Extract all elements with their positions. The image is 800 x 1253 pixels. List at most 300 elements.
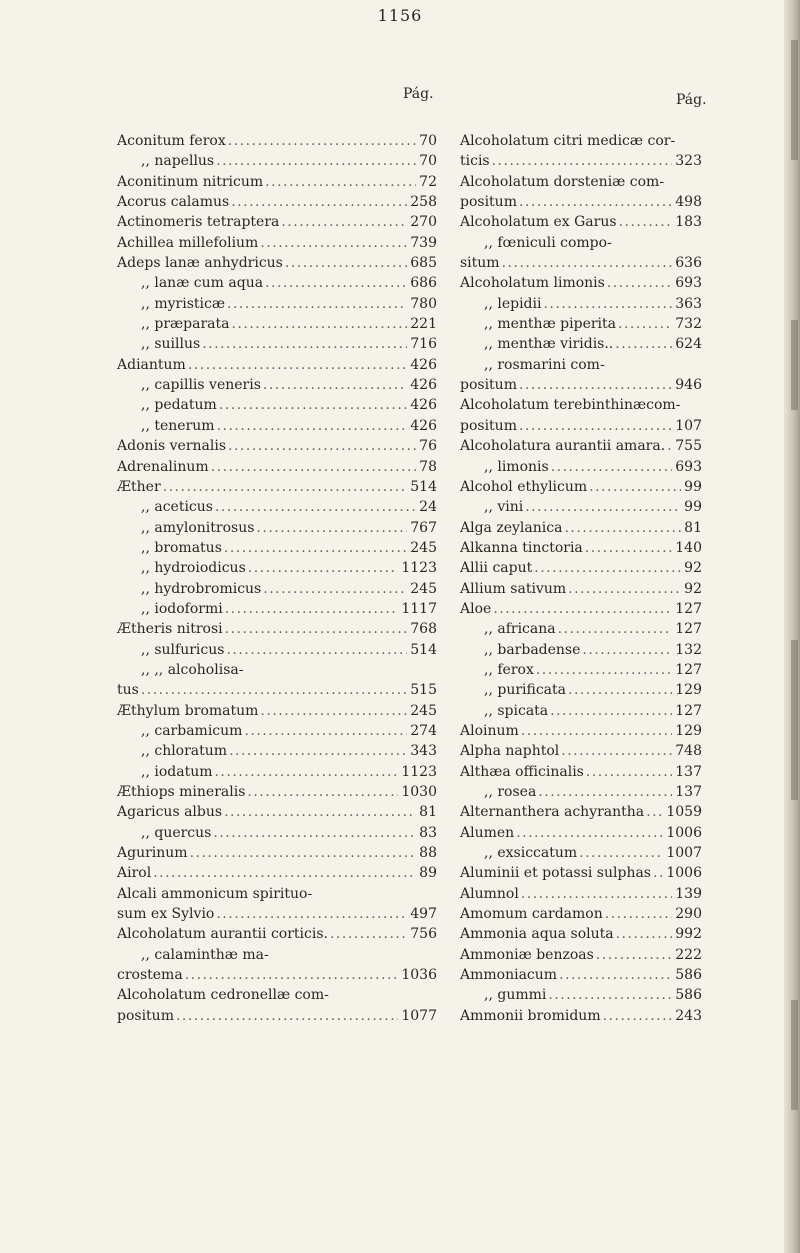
entry-term: Althæa officinalis xyxy=(460,763,584,780)
leader-dots xyxy=(265,273,407,293)
entry-page: 1007 xyxy=(666,845,702,862)
leader-dots xyxy=(653,863,663,883)
leader-dots xyxy=(646,802,663,822)
entry-term: Ammonia aqua soluta xyxy=(460,926,614,943)
entry-page: 363 xyxy=(675,295,702,312)
index-entry xyxy=(460,721,702,741)
entry-term: ,, hydroiodicus xyxy=(141,560,246,577)
entry-page: 99 xyxy=(684,499,702,516)
leader-dots xyxy=(216,904,407,924)
index-entry xyxy=(117,741,437,761)
entry-term: positum xyxy=(460,417,517,434)
entry-page: 129 xyxy=(675,722,702,739)
index-entry xyxy=(117,660,437,680)
entry-term: ,, myristicæ xyxy=(141,295,225,312)
entry-page: 426 xyxy=(410,377,437,394)
leader-dots xyxy=(263,375,407,395)
leader-dots xyxy=(568,680,672,700)
leader-dots xyxy=(224,538,407,558)
leader-dots xyxy=(585,538,672,558)
entry-page: 222 xyxy=(675,946,702,963)
entry-page: 107 xyxy=(675,417,702,434)
entry-term: ,, aceticus xyxy=(141,499,213,516)
entry-term: Amomum cardamon xyxy=(460,906,603,923)
entry-page: 24 xyxy=(419,499,437,516)
leader-dots xyxy=(538,782,672,802)
index-entry xyxy=(460,945,702,965)
entry-page: 183 xyxy=(675,214,702,231)
entry-term: ,, iodatum xyxy=(141,763,213,780)
leader-dots xyxy=(185,965,399,985)
entry-term: Alcoholatum cedronellæ com- xyxy=(117,987,329,1004)
leader-dots xyxy=(548,985,672,1005)
leader-dots xyxy=(534,558,681,578)
entry-term: Allii caput xyxy=(460,560,533,577)
entry-term: ,, menthæ viridis.. xyxy=(484,336,614,353)
leader-dots xyxy=(551,457,673,477)
entry-page: 1006 xyxy=(666,824,702,841)
leader-dots xyxy=(579,843,663,863)
entry-page: 245 xyxy=(410,539,437,556)
entry-page: 78 xyxy=(419,458,437,475)
index-entry xyxy=(117,924,437,944)
leader-dots xyxy=(248,558,399,578)
leader-dots xyxy=(618,314,672,334)
entry-term: ,, fœniculi compo- xyxy=(484,234,612,251)
leader-dots xyxy=(153,863,416,883)
leader-dots xyxy=(536,660,672,680)
leader-dots xyxy=(619,212,673,232)
entry-term: ,, chloratum xyxy=(141,743,228,760)
entry-page: 88 xyxy=(419,845,437,862)
entry-term: ,, barbadense xyxy=(484,641,581,658)
entry-page: 129 xyxy=(675,682,702,699)
index-entry xyxy=(117,823,437,843)
leader-dots xyxy=(281,212,407,232)
right-index-column xyxy=(460,131,702,1026)
entry-page: 739 xyxy=(410,234,437,251)
leader-dots xyxy=(228,436,416,456)
entry-term: Alcoholatum terebinthinæcom- xyxy=(460,397,681,414)
left-index-column xyxy=(117,131,437,1026)
entry-term: ,, præparata xyxy=(141,316,230,333)
leader-dots xyxy=(225,619,408,639)
leader-dots xyxy=(667,436,672,456)
index-entry xyxy=(117,518,437,538)
index-entry xyxy=(460,640,702,660)
leader-dots xyxy=(224,802,416,822)
entry-page: 1123 xyxy=(401,560,437,577)
leader-dots xyxy=(502,253,673,273)
entry-term: Aconitum ferox xyxy=(117,133,226,149)
entry-term: ,, capillis veneris xyxy=(141,377,261,394)
leader-dots xyxy=(550,701,672,721)
index-entry xyxy=(460,314,702,334)
leader-dots xyxy=(605,904,673,924)
entry-term: ticis xyxy=(460,153,490,170)
leader-dots xyxy=(521,721,672,741)
leader-dots xyxy=(188,355,407,375)
entry-term: positum xyxy=(117,1007,174,1024)
index-entry xyxy=(117,1006,437,1026)
entry-page: 1077 xyxy=(401,1007,437,1024)
leader-dots xyxy=(176,1006,398,1026)
leader-dots xyxy=(244,721,407,741)
entry-page: 89 xyxy=(419,865,437,882)
entry-page: 72 xyxy=(419,173,437,190)
index-entry xyxy=(117,945,437,965)
entry-page: 70 xyxy=(419,133,437,149)
index-entry xyxy=(460,619,702,639)
index-entry xyxy=(117,863,437,883)
entry-page: 221 xyxy=(410,316,437,333)
index-entry xyxy=(117,985,437,1005)
entry-term: ,, purificata xyxy=(484,682,566,699)
index-entry xyxy=(460,558,702,578)
entry-term: ,, vini xyxy=(484,499,524,516)
index-entry xyxy=(117,233,437,253)
entry-page: 1059 xyxy=(666,804,702,821)
entry-term: Ætheris nitrosi xyxy=(117,621,223,638)
entry-page: 426 xyxy=(410,417,437,434)
leader-dots xyxy=(582,640,672,660)
entry-page: 99 xyxy=(684,478,702,495)
entry-term: Alga zeylanica xyxy=(460,519,563,536)
entry-term: ,, napellus xyxy=(141,153,215,170)
index-entry xyxy=(460,273,702,293)
entry-term: Alcoholatum ex Garus xyxy=(460,214,617,231)
leader-dots xyxy=(263,579,407,599)
entry-page: 497 xyxy=(410,906,437,923)
entry-page: 139 xyxy=(675,885,702,902)
entry-term: ,, amylonitrosus xyxy=(141,519,255,536)
leader-dots xyxy=(202,334,407,354)
entry-term: Aloinum xyxy=(460,722,519,739)
entry-term: ,, bromatus xyxy=(141,539,222,556)
leader-dots xyxy=(616,924,673,944)
index-entry xyxy=(117,680,437,700)
entry-term: Alcoholatum aurantii corticis. xyxy=(117,926,328,943)
leader-dots xyxy=(493,599,672,619)
index-entry xyxy=(460,701,702,721)
entry-term: ,, hydrobromicus xyxy=(141,580,262,597)
entry-page: 732 xyxy=(675,316,702,333)
entry-term: Adiantum xyxy=(117,356,186,373)
entry-term: ,, exsiccatum xyxy=(484,845,578,862)
index-entry xyxy=(460,416,702,436)
entry-term: Ammonii bromidum xyxy=(460,1007,601,1024)
entry-page: 258 xyxy=(410,194,437,211)
entry-term: ,, ferox xyxy=(484,661,534,678)
entry-term: Alumen xyxy=(460,824,515,841)
leader-dots xyxy=(231,314,407,334)
index-entry xyxy=(460,660,702,680)
entry-term: Adeps lanæ anhydricus xyxy=(117,255,283,272)
index-entry xyxy=(460,884,702,904)
leader-dots xyxy=(256,518,407,538)
entry-page: 70 xyxy=(419,153,437,170)
entry-term: ,, suillus xyxy=(141,336,201,353)
leader-dots xyxy=(215,497,416,517)
entry-term: Alcoholatura aurantii amara. xyxy=(460,438,666,455)
entry-page: 92 xyxy=(684,580,702,597)
index-entry xyxy=(117,416,437,436)
index-entry xyxy=(460,192,702,212)
entry-page: 81 xyxy=(419,804,437,821)
index-entry xyxy=(460,762,702,782)
entry-term: Alpha naphtol xyxy=(460,743,560,760)
leader-dots xyxy=(607,273,672,293)
leader-dots xyxy=(190,843,417,863)
index-entry xyxy=(460,131,702,151)
entry-term: ,, rosmarini com- xyxy=(484,356,605,373)
entry-term: ,, sulfuricus xyxy=(141,641,225,658)
leader-dots xyxy=(247,782,398,802)
index-entry xyxy=(460,253,702,273)
entry-page: 426 xyxy=(410,356,437,373)
entry-term: ,, carbamicum xyxy=(141,722,243,739)
index-entry xyxy=(460,965,702,985)
leader-dots xyxy=(141,680,407,700)
index-entry xyxy=(117,558,437,578)
index-entry xyxy=(460,741,702,761)
entry-term: Æther xyxy=(117,478,161,495)
leader-dots xyxy=(265,172,416,192)
entry-page: 498 xyxy=(675,194,702,211)
index-entry xyxy=(460,395,702,415)
page-edge-shadow xyxy=(784,0,800,1253)
leader-dots xyxy=(260,233,407,253)
entry-term: Aloe xyxy=(460,600,492,617)
leader-dots xyxy=(596,945,672,965)
index-entry xyxy=(117,314,437,334)
index-entry xyxy=(117,782,437,802)
leader-dots xyxy=(231,192,407,212)
index-entry xyxy=(117,843,437,863)
index-entry xyxy=(117,334,437,354)
leader-dots xyxy=(492,151,673,171)
entry-page: 586 xyxy=(675,987,702,1004)
entry-page: 76 xyxy=(419,438,437,455)
index-entry xyxy=(117,701,437,721)
index-entry xyxy=(117,762,437,782)
index-entry xyxy=(460,212,702,232)
entry-page: 323 xyxy=(675,153,702,170)
index-entry xyxy=(460,334,702,354)
entry-page: 514 xyxy=(410,478,437,495)
leader-dots xyxy=(213,823,416,843)
edge-mark xyxy=(791,1000,798,1110)
entry-term: ,, menthæ piperita xyxy=(484,316,617,333)
index-entry xyxy=(117,457,437,477)
entry-page: 992 xyxy=(675,926,702,943)
entry-page: 514 xyxy=(410,641,437,658)
leader-dots xyxy=(211,457,416,477)
entry-page: 636 xyxy=(675,255,702,272)
index-entry xyxy=(117,172,437,192)
entry-term: Adonis vernalis xyxy=(117,438,227,455)
entry-term: tus xyxy=(117,682,139,699)
leader-dots xyxy=(260,701,407,721)
entry-page: 685 xyxy=(410,255,437,272)
entry-page: 137 xyxy=(675,784,702,800)
index-entry xyxy=(460,904,702,924)
index-entry xyxy=(460,477,702,497)
entry-term: ,, iodoformi xyxy=(141,600,223,617)
index-entry xyxy=(117,497,437,517)
page-number: 1156 xyxy=(377,6,423,25)
leader-dots xyxy=(525,497,681,517)
entry-page: 756 xyxy=(410,926,437,943)
leader-dots xyxy=(589,477,681,497)
entry-page: 127 xyxy=(675,702,702,719)
index-entry xyxy=(117,904,437,924)
index-entry xyxy=(460,599,702,619)
right-column-header: Pág. xyxy=(676,92,707,108)
index-entry xyxy=(460,172,702,192)
index-entry xyxy=(460,538,702,558)
leader-dots xyxy=(561,741,672,761)
entry-page: 1030 xyxy=(401,784,437,800)
entry-page: 127 xyxy=(675,600,702,617)
leader-dots xyxy=(228,131,416,151)
entry-term: ,, spicata xyxy=(484,702,549,719)
leader-dots xyxy=(285,253,407,273)
index-entry xyxy=(460,843,702,863)
edge-mark xyxy=(791,320,798,410)
leader-dots xyxy=(516,823,663,843)
entry-page: 946 xyxy=(675,377,702,394)
index-entry xyxy=(460,924,702,944)
index-entry xyxy=(117,965,437,985)
index-entry xyxy=(460,436,702,456)
entry-term: situm xyxy=(460,255,500,272)
index-entry xyxy=(460,294,702,314)
entry-term: Alcoholatum dorsteniæ com- xyxy=(460,173,665,190)
entry-page: 748 xyxy=(675,743,702,760)
index-entry xyxy=(460,355,702,375)
index-entry xyxy=(117,355,437,375)
entry-term: Aluminii et potassi sulphas xyxy=(460,865,651,882)
leader-dots xyxy=(225,599,399,619)
index-entry xyxy=(117,294,437,314)
index-entry xyxy=(117,599,437,619)
entry-page: 1123 xyxy=(401,763,437,780)
leader-dots xyxy=(568,579,681,599)
left-column-header: Pág. xyxy=(403,86,434,102)
entry-term: ,, gummi xyxy=(484,987,547,1004)
entry-page: 290 xyxy=(675,906,702,923)
leader-dots xyxy=(615,334,672,354)
leader-dots xyxy=(558,619,673,639)
index-entry xyxy=(117,212,437,232)
entry-page: 586 xyxy=(675,967,702,984)
leader-dots xyxy=(229,741,407,761)
entry-page: 127 xyxy=(675,661,702,678)
entry-term: ,, lanæ cum aqua xyxy=(141,275,264,292)
leader-dots xyxy=(586,762,672,782)
index-entry xyxy=(460,457,702,477)
leader-dots xyxy=(226,640,407,660)
entry-page: 270 xyxy=(410,214,437,231)
index-entry xyxy=(460,518,702,538)
index-entry xyxy=(117,436,437,456)
entry-term: sum ex Sylvio xyxy=(117,906,215,923)
entry-term: Allium sativum xyxy=(460,580,567,597)
entry-term: crostema xyxy=(117,967,183,984)
leader-dots xyxy=(543,294,672,314)
index-entry xyxy=(117,273,437,293)
leader-dots xyxy=(559,965,672,985)
entry-page: 780 xyxy=(410,295,437,312)
index-entry xyxy=(460,1006,702,1026)
index-entry xyxy=(460,233,702,253)
entry-page: 1117 xyxy=(401,600,437,617)
entry-page: 81 xyxy=(684,519,702,536)
leader-dots xyxy=(564,518,681,538)
entry-page: 92 xyxy=(684,560,702,577)
entry-term: Actinomeris tetraptera xyxy=(117,214,280,231)
entry-term: Alcohol ethylicum xyxy=(460,478,588,495)
leader-dots xyxy=(214,762,398,782)
entry-page: 137 xyxy=(675,763,702,780)
entry-term: ,, lepidii xyxy=(484,295,542,312)
entry-page: 1036 xyxy=(401,967,437,984)
edge-mark xyxy=(791,640,798,800)
entry-page: 624 xyxy=(675,336,702,353)
entry-term: Alumnol xyxy=(460,885,519,902)
entry-page: 127 xyxy=(675,621,702,638)
entry-page: 245 xyxy=(410,580,437,597)
leader-dots xyxy=(216,151,416,171)
leader-dots xyxy=(219,395,407,415)
leader-dots xyxy=(519,192,672,212)
entry-term: ,, quercus xyxy=(141,824,212,841)
entry-term: Alcoholatum citri medicæ cor- xyxy=(460,133,676,149)
index-entry xyxy=(117,477,437,497)
entry-page: 243 xyxy=(675,1007,702,1024)
index-entry xyxy=(117,884,437,904)
index-entry xyxy=(117,375,437,395)
entry-page: 693 xyxy=(675,275,702,292)
index-entry xyxy=(460,782,702,802)
index-entry xyxy=(460,680,702,700)
edge-mark xyxy=(791,40,798,160)
entry-term: positum xyxy=(460,377,517,394)
entry-term: Agurinum xyxy=(117,845,188,862)
entry-page: 755 xyxy=(675,438,702,455)
leader-dots xyxy=(217,416,408,436)
index-entry xyxy=(460,863,702,883)
index-entry xyxy=(460,497,702,517)
leader-dots xyxy=(227,294,407,314)
entry-page: 686 xyxy=(410,275,437,292)
entry-term: positum xyxy=(460,194,517,211)
entry-term: Ammoniæ benzoas xyxy=(460,946,594,963)
leader-dots xyxy=(519,416,672,436)
entry-page: 426 xyxy=(410,397,437,414)
entry-term: Ammoniacum xyxy=(460,967,558,984)
entry-term: ,, limonis xyxy=(484,458,549,475)
entry-term: Aconitinum nitricum xyxy=(117,173,264,190)
entry-term: ,, pedatum xyxy=(141,397,217,414)
entry-term: Alkanna tinctoria xyxy=(460,539,583,556)
entry-term: Achillea millefolium xyxy=(117,234,259,251)
entry-term: Alcoholatum limonis xyxy=(460,275,605,292)
entry-term: ,, ,, alcoholisa- xyxy=(141,661,244,678)
entry-term: ,, rosea xyxy=(484,784,537,800)
leader-dots xyxy=(603,1006,673,1026)
